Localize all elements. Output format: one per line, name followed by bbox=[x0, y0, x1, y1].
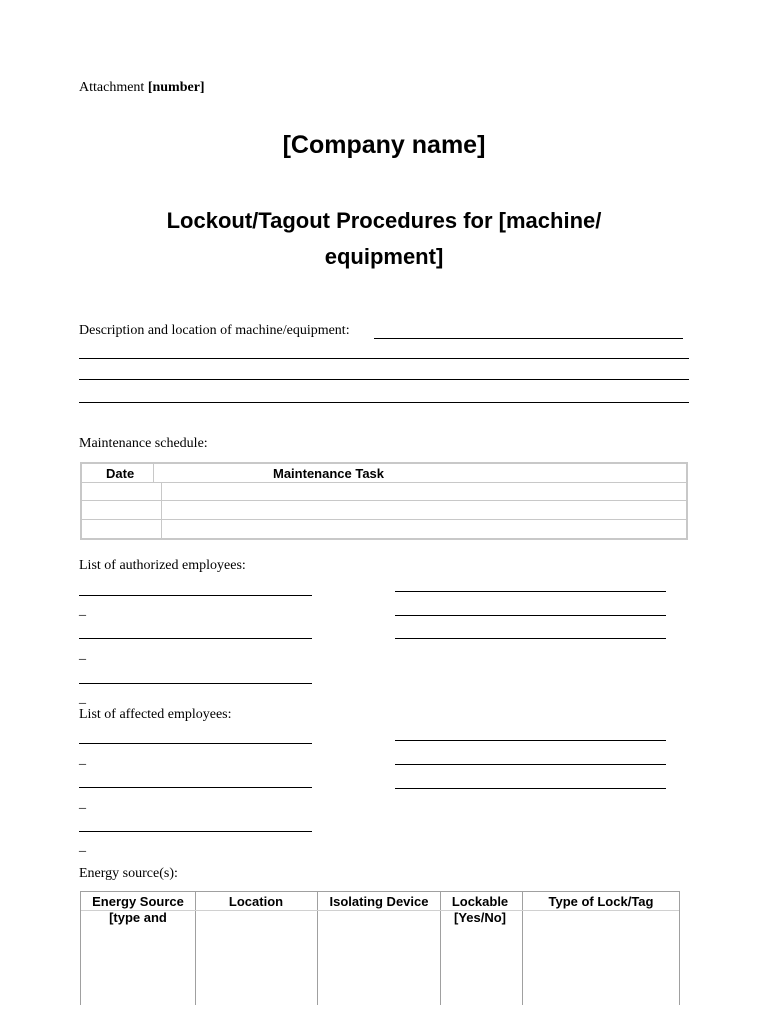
description-label: Description and location of machine/equipment: bbox=[79, 323, 350, 338]
affected-employees-label: List of affected employees: bbox=[79, 707, 232, 722]
energy-source-table bbox=[80, 891, 680, 1005]
affected-dash-2: _ bbox=[79, 796, 86, 811]
authorized-right-line-2[interactable] bbox=[395, 615, 666, 616]
authorized-right-line-3[interactable] bbox=[395, 638, 666, 639]
maintenance-row-3-task-cell[interactable] bbox=[162, 520, 686, 538]
authorized-employees-label: List of authorized employees: bbox=[79, 558, 246, 573]
energy-row-1-lock-type-cell[interactable] bbox=[523, 912, 678, 1004]
maintenance-row-3-date-cell[interactable] bbox=[82, 520, 160, 538]
description-field-line-4[interactable] bbox=[79, 402, 689, 403]
attachment-number: [number] bbox=[147, 80, 205, 95]
company-name: [Company name] bbox=[282, 131, 486, 159]
maintenance-row-1-task-cell[interactable] bbox=[162, 483, 686, 500]
authorized-left-line-3[interactable] bbox=[79, 683, 312, 684]
energy-header-lock-type: Type of Lock/Tag bbox=[548, 894, 654, 909]
maintenance-row-2-task-cell[interactable] bbox=[162, 501, 686, 519]
authorized-dash-1: _ bbox=[79, 603, 86, 618]
energy-row-1-location-cell[interactable] bbox=[196, 912, 316, 1004]
energy-row-1-lockable-cell[interactable] bbox=[441, 932, 521, 1004]
maintenance-header-task: Maintenance Task bbox=[273, 466, 385, 481]
maintenance-row-2-date-cell[interactable] bbox=[82, 501, 160, 519]
document-title: Lockout/Tagout Procedures for [machine/ equipment] bbox=[166, 208, 602, 269]
maintenance-table bbox=[80, 462, 688, 540]
maintenance-label: Maintenance schedule: bbox=[79, 436, 208, 451]
maintenance-row-1-date-cell[interactable] bbox=[82, 483, 160, 500]
authorized-dash-3: _ bbox=[79, 691, 86, 706]
energy-row-1-source-cell[interactable] bbox=[81, 932, 194, 1004]
affected-dash-3: _ bbox=[79, 839, 86, 854]
description-field-line-2[interactable] bbox=[79, 358, 689, 359]
description-field-line-1[interactable] bbox=[374, 338, 683, 339]
energy-header-source: Energy Source [type and bbox=[92, 894, 184, 925]
authorized-left-line-1[interactable] bbox=[79, 595, 312, 596]
affected-right-line-3[interactable] bbox=[395, 788, 666, 789]
energy-header-isolating-device: Isolating Device bbox=[329, 894, 429, 909]
authorized-left-line-2[interactable] bbox=[79, 638, 312, 639]
attachment-line bbox=[79, 80, 205, 96]
affected-left-line-2[interactable] bbox=[79, 787, 312, 788]
energy-sources-label: Energy source(s): bbox=[79, 866, 178, 881]
energy-header-lockable: Lockable [Yes/No] bbox=[451, 894, 509, 925]
authorized-right-line-1[interactable] bbox=[395, 591, 666, 592]
affected-right-line-2[interactable] bbox=[395, 764, 666, 765]
energy-row-1-isolating-device-cell[interactable] bbox=[318, 912, 439, 1004]
affected-left-line-1[interactable] bbox=[79, 743, 312, 744]
energy-header-location: Location bbox=[228, 894, 284, 909]
affected-right-line-1[interactable] bbox=[395, 740, 666, 741]
affected-dash-1: _ bbox=[79, 752, 86, 767]
affected-left-line-3[interactable] bbox=[79, 831, 312, 832]
attachment-prefix: Attachment bbox=[79, 80, 145, 95]
description-field-line-3[interactable] bbox=[79, 379, 689, 380]
authorized-dash-2: _ bbox=[79, 647, 86, 662]
maintenance-header-date: Date bbox=[106, 466, 135, 481]
